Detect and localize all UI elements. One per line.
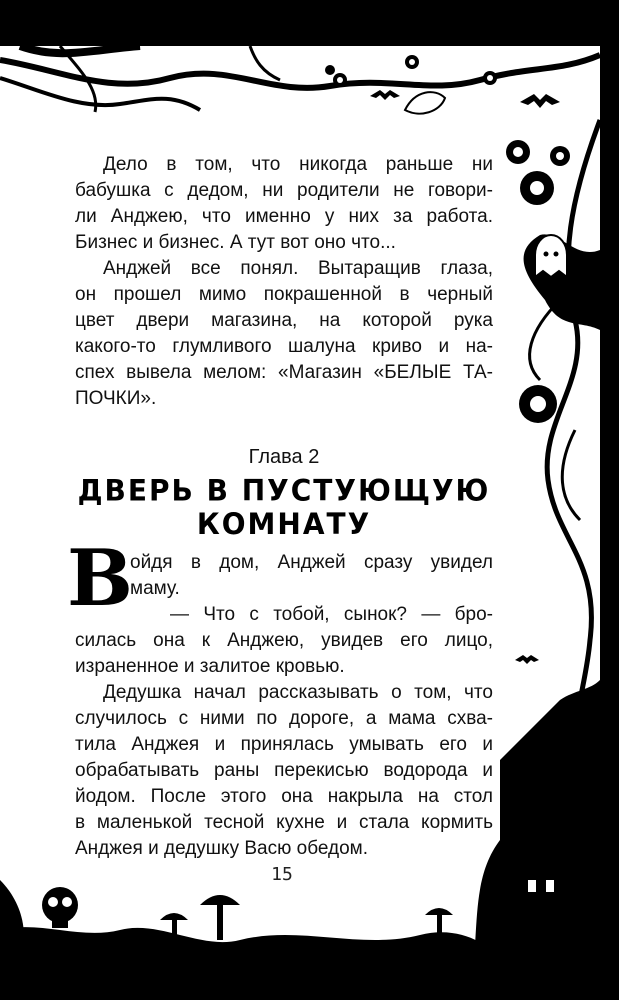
paragraph: ПОЧКИ». xyxy=(75,388,157,409)
text-block-top xyxy=(75,152,493,412)
text-block-bottom xyxy=(75,602,493,862)
dropcap-text xyxy=(130,550,493,602)
chapter-number: Глава 2 xyxy=(248,446,320,468)
paragraph: маму. xyxy=(130,578,180,599)
paragraph: Анджей все понял. Вытаращив глаза, он прошел мимо покрашенной в черный цвет двери магазина, на которой рука какого-то глумливого шалуна криво и на- спех вывела мелом: «Магазин «БЕЛЫЕ ТА- xyxy=(75,258,493,383)
page-number: 15 xyxy=(271,864,293,885)
paragraph: Анджея и дедушку Васю обедом. xyxy=(75,838,369,859)
drop-cap: В xyxy=(67,533,133,624)
paragraph: ойдя в дом, Анджей сразу увидел xyxy=(130,552,493,573)
paragraph: — Что с тобой, сынок? — бро- xyxy=(170,604,493,625)
paragraph: Дело в том, что никогда раньше ни бабушка с дедом, ни родители не говори- ли Анджею, что именно у них за работа. xyxy=(75,154,493,227)
paragraph: Бизнес и бизнес. А тут вот оно что... xyxy=(75,232,396,253)
paragraph: израненное и залитое кровью. xyxy=(75,656,345,677)
chapter-title: ДВЕРЬ В ПУСТУЮЩУЮ КОМНАТУ xyxy=(77,473,491,542)
paragraph: силась она к Анджею, увидев его лицо, xyxy=(75,630,493,651)
paragraph: Дедушка начал рассказывать о том, что случилось с ними по дороге, а мама схва- тила Анджея и принялась умывать его и обрабатывать раны перекисью водорода и йодом. После этого она накрыла на стол в маленькой тесной кухне и стала кормить xyxy=(75,682,493,833)
